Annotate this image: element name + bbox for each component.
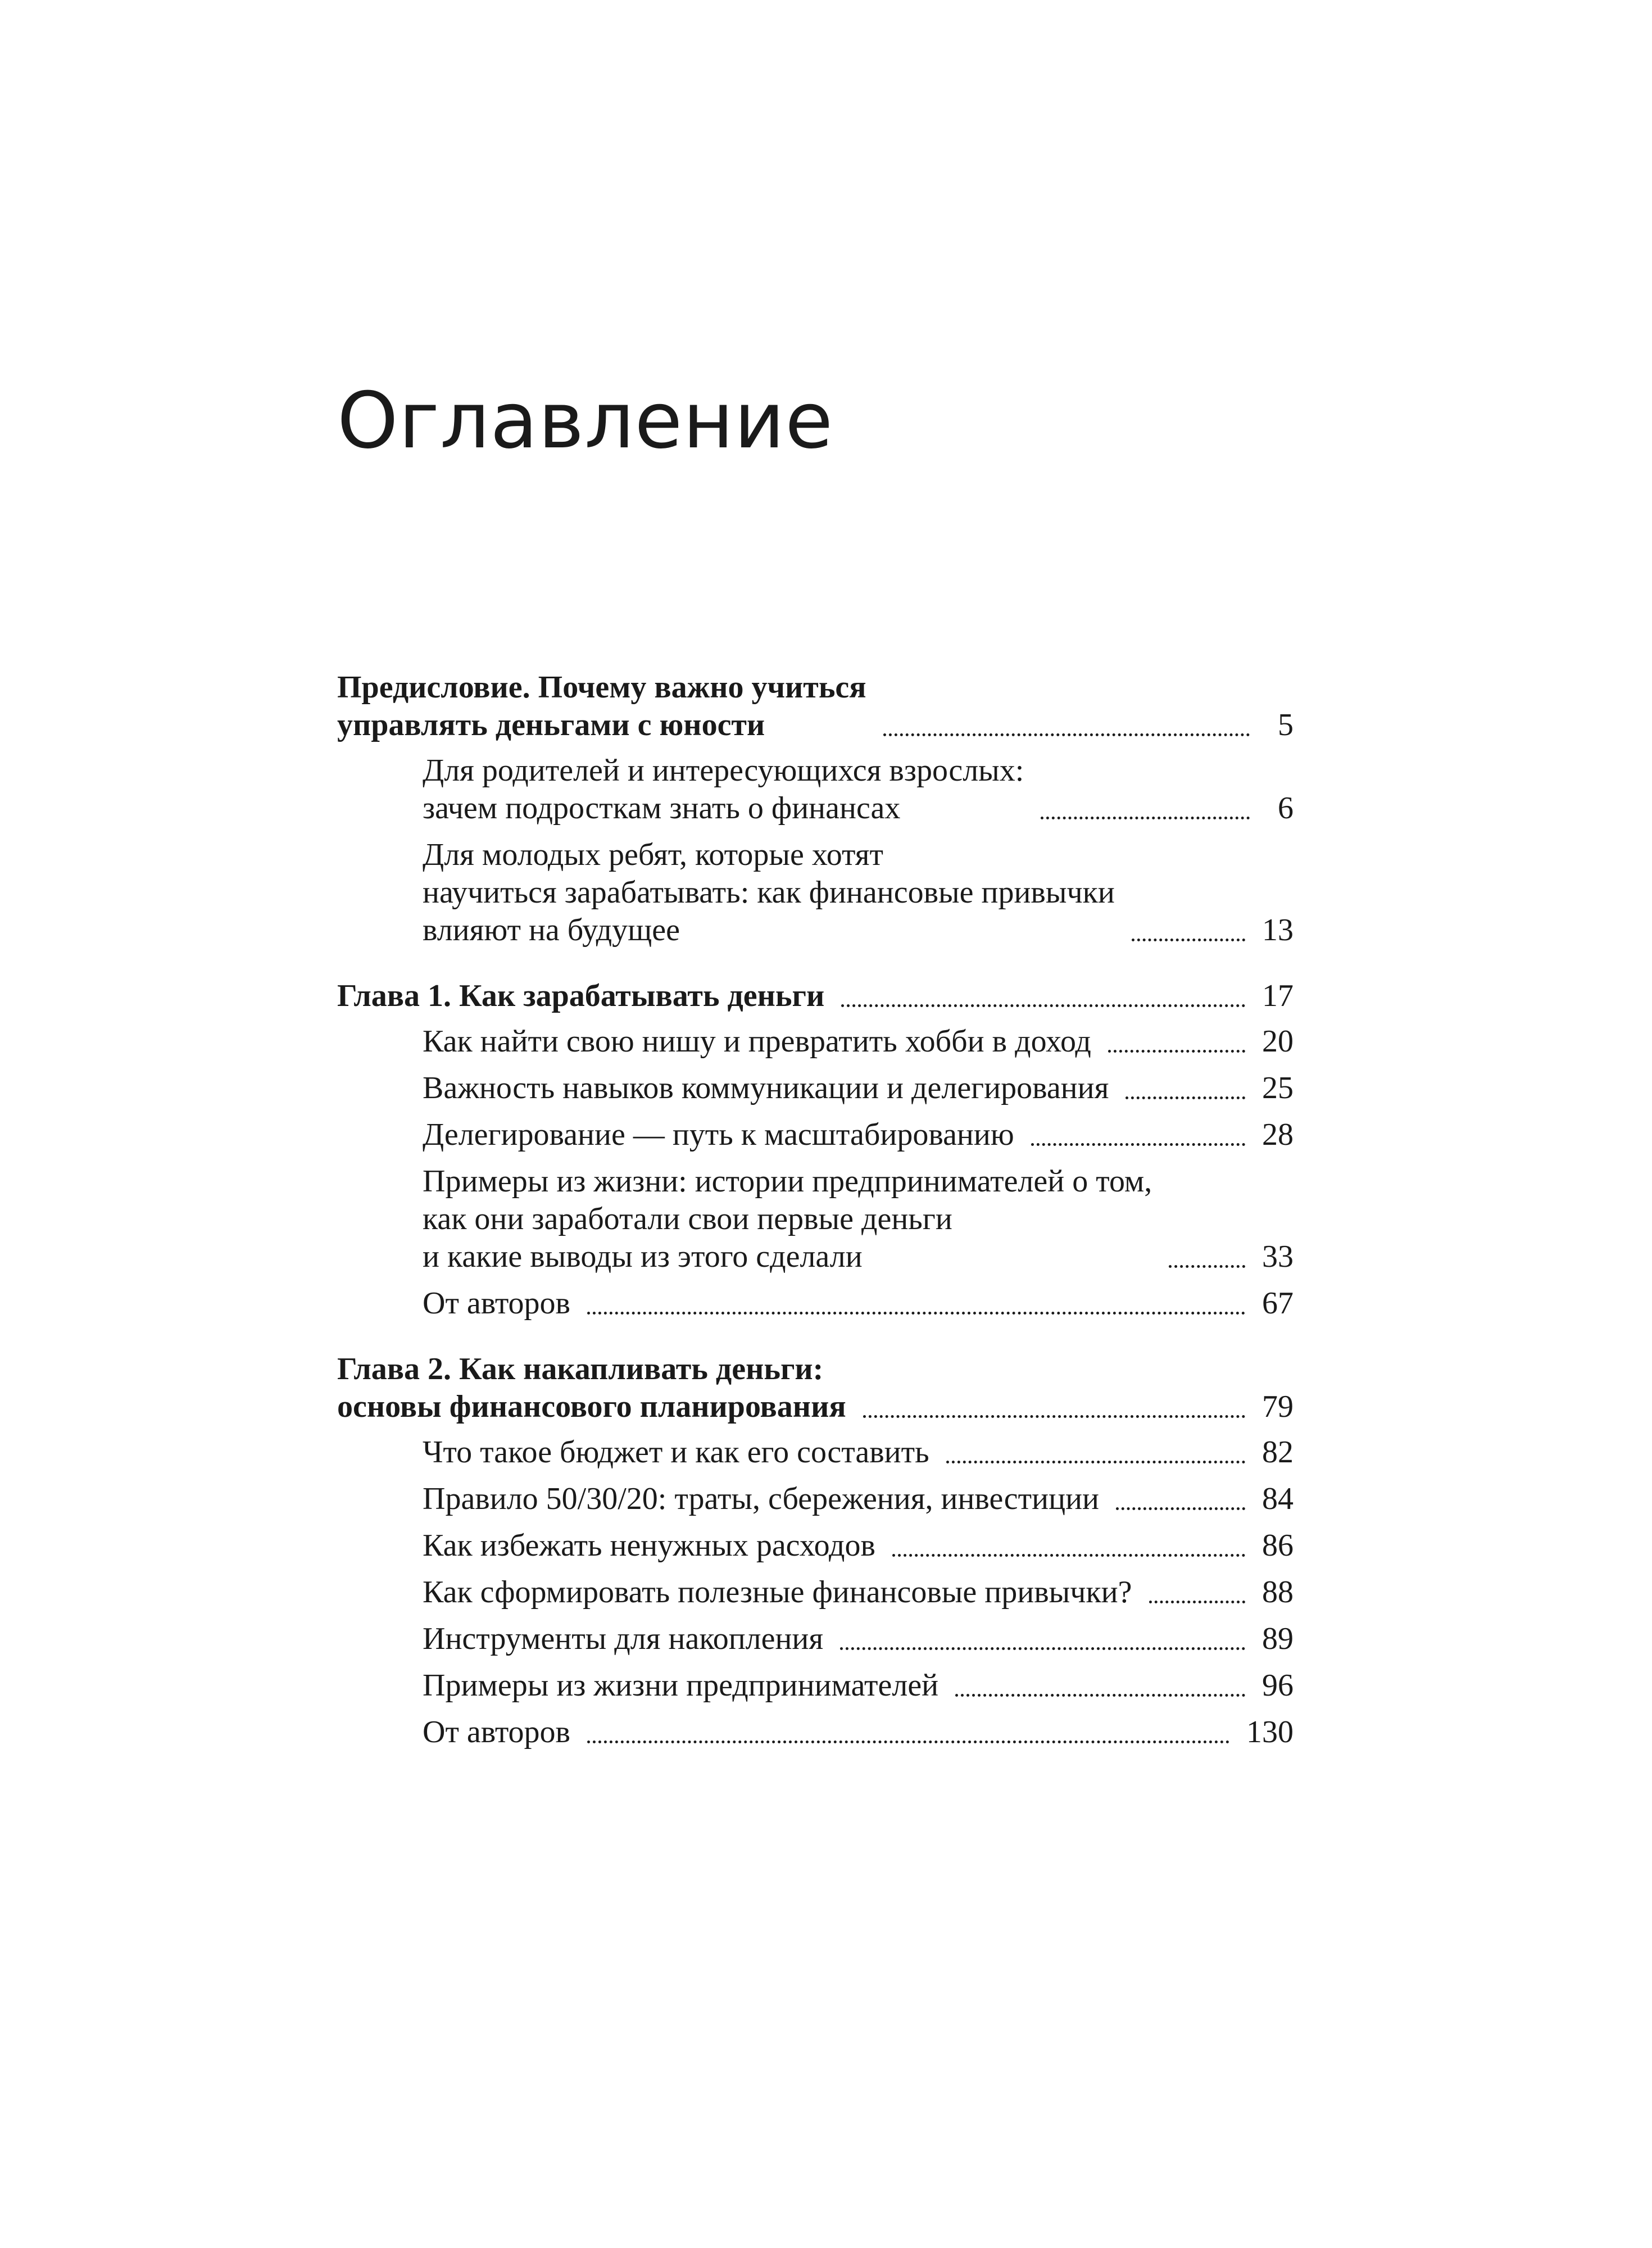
toc-page-number: 13 (1262, 913, 1294, 948)
toc-page-number: 6 (1278, 791, 1294, 826)
toc-section-preface (337, 669, 1294, 949)
toc-entry[interactable] (337, 669, 1294, 744)
toc-subentry[interactable] (337, 1285, 1294, 1322)
toc-subentry[interactable] (337, 1069, 1294, 1107)
toc-page-number: 130 (1246, 1715, 1294, 1750)
toc-subentry[interactable] (337, 1023, 1294, 1060)
toc-subentry[interactable] (337, 1620, 1294, 1658)
toc-entry[interactable] (337, 977, 1294, 1015)
toc-subentry[interactable] (337, 1667, 1294, 1705)
dot-leader (1169, 1265, 1245, 1268)
dot-leader (841, 1004, 1245, 1007)
toc-page-number: 86 (1262, 1528, 1294, 1563)
dot-leader (1125, 1096, 1245, 1099)
toc-page-number: 84 (1262, 1481, 1294, 1516)
dot-leader (840, 1647, 1245, 1650)
toc-entry-title: Глава 2. Как накапливать деньги: основы финансового планирования (337, 1352, 846, 1424)
toc-subentry[interactable] (337, 1434, 1294, 1471)
toc-page-number: 33 (1262, 1239, 1294, 1274)
toc-subentry-title: Важность навыков коммуникации и делегирования (423, 1071, 1109, 1105)
dot-leader (1031, 1143, 1245, 1146)
toc-subentry[interactable] (337, 1480, 1294, 1518)
toc-page-number: 89 (1262, 1621, 1294, 1656)
toc-entry[interactable] (337, 1350, 1294, 1426)
toc-page-number: 96 (1262, 1668, 1294, 1703)
toc-entry-title: Предисловие. Почему важно учиться управлять деньгами с юности (337, 670, 866, 742)
toc-page-number: 82 (1262, 1435, 1294, 1470)
dot-leader (1108, 1050, 1245, 1053)
toc-section-chapter-1 (337, 977, 1294, 1322)
toc-subentry-title: От авторов (423, 1715, 570, 1750)
toc-subentry[interactable] (337, 1116, 1294, 1154)
toc-subentry[interactable] (337, 1714, 1294, 1751)
dot-leader (863, 1415, 1245, 1418)
dot-leader (883, 733, 1250, 736)
toc-subentry-title: Делегирование — путь к масштабированию (423, 1117, 1014, 1152)
toc-subentry-title: Правило 50/30/20: траты, сбережения, инвестиции (423, 1481, 1099, 1516)
dot-leader (1132, 939, 1245, 941)
toc-entry-title: Глава 1. Как зарабатывать деньги (337, 978, 825, 1013)
toc-subentry-title: Для родителей и интересующихся взрослых: зачем подросткам знать о финансах (423, 753, 1024, 826)
toc-subentry[interactable] (337, 836, 1294, 949)
dot-leader (1149, 1601, 1246, 1603)
dot-leader (892, 1554, 1245, 1557)
toc-subentry-title: Как избежать ненужных расходов (423, 1528, 875, 1563)
dot-leader (1041, 817, 1250, 819)
toc-page-number: 79 (1262, 1389, 1294, 1424)
toc-subentry-title: От авторов (423, 1286, 570, 1321)
table-of-contents (337, 669, 1294, 1779)
toc-page-number: 67 (1262, 1286, 1294, 1321)
dot-leader (946, 1461, 1245, 1463)
toc-page-number: 5 (1278, 708, 1294, 742)
dot-leader (587, 1312, 1245, 1315)
toc-subentry-title: Как сформировать полезные финансовые привычки? (423, 1575, 1132, 1610)
toc-page-number: 28 (1262, 1117, 1294, 1152)
toc-page-number: 25 (1262, 1071, 1294, 1105)
toc-subentry[interactable] (337, 1527, 1294, 1565)
toc-subentry-title: Примеры из жизни предпринимателей (423, 1668, 939, 1703)
dot-leader (587, 1741, 1229, 1743)
toc-page-number: 20 (1262, 1024, 1294, 1059)
toc-subentry-title: Что такое бюджет и как его составить (423, 1435, 929, 1470)
toc-page-number: 88 (1262, 1575, 1294, 1610)
toc-subentry[interactable] (337, 1163, 1294, 1276)
toc-subentry[interactable] (337, 752, 1294, 827)
dot-leader (955, 1694, 1245, 1697)
toc-page-number: 17 (1262, 978, 1294, 1013)
page-title: Оглавление (337, 375, 834, 466)
dot-leader (1116, 1507, 1245, 1510)
toc-subentry-title: Примеры из жизни: истории предпринимателей о том, как они заработали свои первые деньги и какие выводы из этого сделали (423, 1164, 1152, 1274)
toc-subentry-title: Как найти свою нишу и превратить хобби в доход (423, 1024, 1091, 1059)
toc-subentry-title: Для молодых ребят, которые хотят научиться зарабатывать: как финансовые привычки влияют на будущее (423, 837, 1115, 948)
toc-subentry-title: Инструменты для накопления (423, 1621, 824, 1656)
toc-subentry[interactable] (337, 1574, 1294, 1611)
toc-section-chapter-2 (337, 1350, 1294, 1751)
